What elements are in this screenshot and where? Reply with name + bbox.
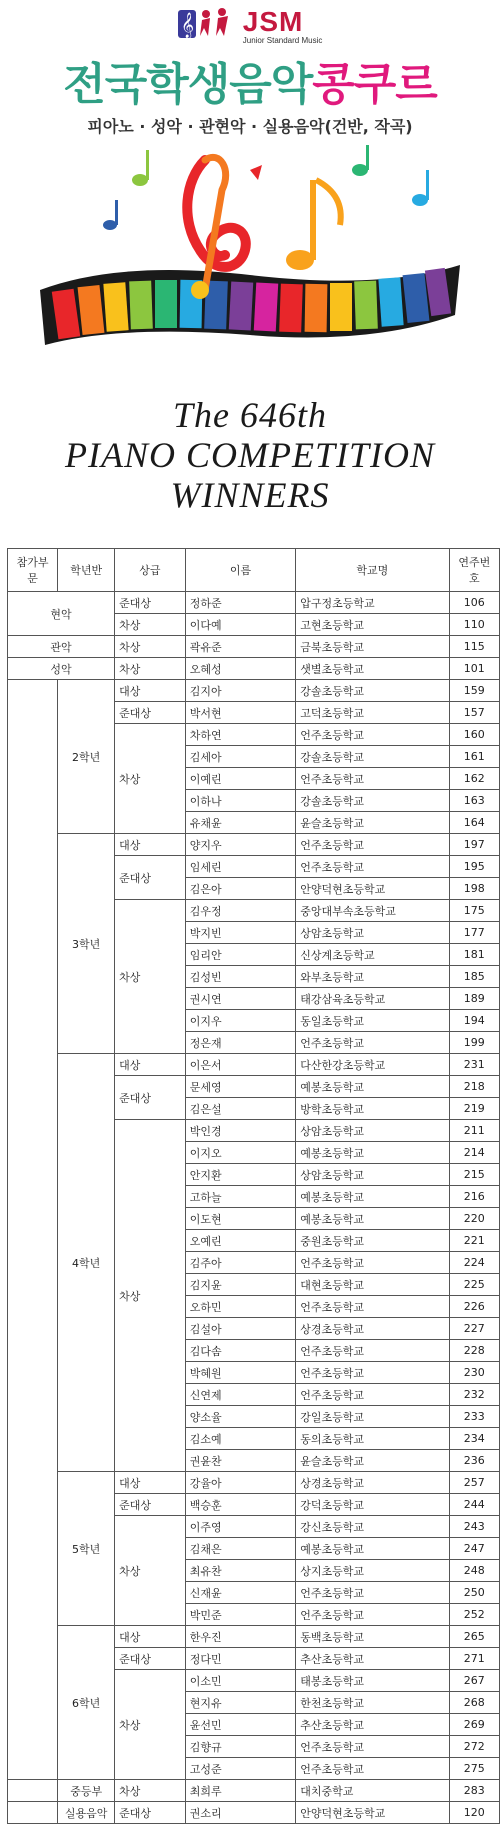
cell-name: 이하나 <box>185 790 296 812</box>
cell-school: 언주초등학교 <box>296 834 449 856</box>
cell-name: 임리안 <box>185 944 296 966</box>
poster-header <box>0 0 500 540</box>
table-row <box>8 1802 500 1824</box>
table-row <box>8 680 500 702</box>
cell-number: 115 <box>449 636 499 658</box>
cell-school: 예봉초등학교 <box>296 1208 449 1230</box>
cell-name: 한우진 <box>185 1626 296 1648</box>
cell-school: 상경초등학교 <box>296 1472 449 1494</box>
svg-text:𝄞: 𝄞 <box>180 13 194 38</box>
cell-grade: 2학년 <box>58 680 115 834</box>
cell-award: 차상 <box>115 724 186 834</box>
cell-number: 233 <box>449 1406 499 1428</box>
table-row <box>8 1472 500 1494</box>
header-name: 이름 <box>185 549 296 592</box>
cell-name: 이예린 <box>185 768 296 790</box>
cell-number: 250 <box>449 1582 499 1604</box>
cell-school: 언주초등학교 <box>296 1758 449 1780</box>
cell-name: 고하늘 <box>185 1186 296 1208</box>
eng-line-1: The 646th <box>172 395 327 435</box>
cell-number: 234 <box>449 1428 499 1450</box>
cell-number: 120 <box>449 1802 499 1824</box>
cell-school: 언주초등학교 <box>296 856 449 878</box>
cell-name: 이도현 <box>185 1208 296 1230</box>
cell-number: 211 <box>449 1120 499 1142</box>
cell-award: 준대상 <box>115 1802 186 1824</box>
cell-school: 언주초등학교 <box>296 1362 449 1384</box>
cell-number: 221 <box>449 1230 499 1252</box>
cell-grade: 5학년 <box>58 1472 115 1626</box>
cell-number: 269 <box>449 1714 499 1736</box>
cell-school: 윤슬초등학교 <box>296 1450 449 1472</box>
logo-subtext: Junior Standard Music <box>242 35 323 45</box>
winners-table-container <box>7 548 500 1824</box>
cell-school: 언주초등학교 <box>296 1252 449 1274</box>
cell-name: 양소율 <box>185 1406 296 1428</box>
cell-number: 218 <box>449 1076 499 1098</box>
cell-number: 177 <box>449 922 499 944</box>
cell-number: 248 <box>449 1560 499 1582</box>
cell-school: 추산초등학교 <box>296 1648 449 1670</box>
cell-number: 219 <box>449 1098 499 1120</box>
table-row <box>8 1780 500 1802</box>
cell-name: 박혜원 <box>185 1362 296 1384</box>
table-header-row <box>8 549 500 592</box>
cell-name: 곽유준 <box>185 636 296 658</box>
cell-number: 110 <box>449 614 499 636</box>
cell-school: 압구정초등학교 <box>296 592 449 614</box>
cell-award: 차상 <box>115 1516 186 1626</box>
cell-school: 윤슬초등학교 <box>296 812 449 834</box>
cell-number: 226 <box>449 1296 499 1318</box>
cell-name: 박지빈 <box>185 922 296 944</box>
cell-award: 대상 <box>115 1626 186 1648</box>
cell-name: 임세린 <box>185 856 296 878</box>
cell-number: 106 <box>449 592 499 614</box>
cell-number: 283 <box>449 1780 499 1802</box>
logo-text: JSM <box>242 5 304 37</box>
cell-name: 박서현 <box>185 702 296 724</box>
cell-school: 강신초등학교 <box>296 1516 449 1538</box>
cell-number: 194 <box>449 1010 499 1032</box>
cell-number: 247 <box>449 1538 499 1560</box>
cell-school: 예봉초등학교 <box>296 1186 449 1208</box>
cell-school: 예봉초등학교 <box>296 1538 449 1560</box>
cell-division <box>8 1802 58 1824</box>
cell-number: 252 <box>449 1604 499 1626</box>
title-part1: 전국학생음악 <box>63 59 313 110</box>
cell-school: 태강삼육초등학교 <box>296 988 449 1010</box>
music-illustration <box>0 140 500 380</box>
table-row <box>8 1054 500 1076</box>
cell-name: 권시연 <box>185 988 296 1010</box>
cell-award: 대상 <box>115 1054 186 1076</box>
cell-number: 236 <box>449 1450 499 1472</box>
cell-name: 오예린 <box>185 1230 296 1252</box>
cell-award: 차상 <box>115 1670 186 1780</box>
eng-line-3: WINNERS <box>170 475 330 515</box>
cell-number: 243 <box>449 1516 499 1538</box>
cell-number: 181 <box>449 944 499 966</box>
competition-subtitle: 피아노 · 성악 · 관현악 · 실용음악(건반, 작곡) <box>87 117 413 136</box>
cell-school: 와부초등학교 <box>296 966 449 988</box>
brand-logo <box>0 6 500 46</box>
cell-division: 성악 <box>8 658 115 680</box>
cell-number: 232 <box>449 1384 499 1406</box>
cell-number: 265 <box>449 1626 499 1648</box>
cell-number: 185 <box>449 966 499 988</box>
cell-name: 김설아 <box>185 1318 296 1340</box>
cell-number: 275 <box>449 1758 499 1780</box>
cell-school: 추산초등학교 <box>296 1714 449 1736</box>
cell-award: 준대상 <box>115 702 186 724</box>
cell-school: 고덕초등학교 <box>296 702 449 724</box>
cell-name: 정다민 <box>185 1648 296 1670</box>
cell-school: 금북초등학교 <box>296 636 449 658</box>
cell-name: 김우정 <box>185 900 296 922</box>
cell-division: 현악 <box>8 592 115 636</box>
cell-school: 예봉초등학교 <box>296 1142 449 1164</box>
cell-award: 대상 <box>115 680 186 702</box>
cell-name: 차하연 <box>185 724 296 746</box>
cell-award: 준대상 <box>115 1494 186 1516</box>
cell-award: 준대상 <box>115 856 186 900</box>
cell-number: 224 <box>449 1252 499 1274</box>
piano-keys-graphic <box>40 265 460 345</box>
cell-school: 상암초등학교 <box>296 1120 449 1142</box>
cell-number: 267 <box>449 1670 499 1692</box>
cell-award: 차상 <box>115 1120 186 1472</box>
cell-award: 차상 <box>115 614 186 636</box>
table-row <box>8 592 500 614</box>
table-body <box>8 592 500 1824</box>
cell-award: 준대상 <box>115 1648 186 1670</box>
cell-number: 244 <box>449 1494 499 1516</box>
cell-number: 159 <box>449 680 499 702</box>
cell-grade: 중등부 <box>58 1780 115 1802</box>
cell-award: 대상 <box>115 834 186 856</box>
header-school: 학교명 <box>296 549 449 592</box>
cell-number: 271 <box>449 1648 499 1670</box>
cell-school: 중앙대부속초등학교 <box>296 900 449 922</box>
cell-name: 권윤찬 <box>185 1450 296 1472</box>
cell-name: 문세영 <box>185 1076 296 1098</box>
cell-name: 윤선민 <box>185 1714 296 1736</box>
cell-school: 중원초등학교 <box>296 1230 449 1252</box>
cell-school: 언주초등학교 <box>296 1582 449 1604</box>
cell-school: 상암초등학교 <box>296 922 449 944</box>
cell-school: 언주초등학교 <box>296 1736 449 1758</box>
cell-number: 198 <box>449 878 499 900</box>
cell-name: 최희루 <box>185 1780 296 1802</box>
cell-school: 언주초등학교 <box>296 768 449 790</box>
table-row <box>8 1626 500 1648</box>
cell-school: 한천초등학교 <box>296 1692 449 1714</box>
cell-number: 228 <box>449 1340 499 1362</box>
cell-number: 157 <box>449 702 499 724</box>
cell-name: 현지유 <box>185 1692 296 1714</box>
table-row <box>8 834 500 856</box>
cell-name: 김지아 <box>185 680 296 702</box>
cell-name: 신연제 <box>185 1384 296 1406</box>
cell-school: 강덕초등학교 <box>296 1494 449 1516</box>
cell-number: 199 <box>449 1032 499 1054</box>
cell-number: 163 <box>449 790 499 812</box>
music-figures-icon <box>178 6 234 46</box>
cell-school: 상암초등학교 <box>296 1164 449 1186</box>
eng-line-2: PIANO COMPETITION <box>65 435 435 475</box>
cell-name: 정하준 <box>185 592 296 614</box>
cell-name: 김향규 <box>185 1736 296 1758</box>
cell-name: 김다솜 <box>185 1340 296 1362</box>
cell-name: 유채윤 <box>185 812 296 834</box>
cell-school: 상경초등학교 <box>296 1318 449 1340</box>
cell-division <box>8 680 58 1780</box>
cell-name: 김주아 <box>185 1252 296 1274</box>
cell-school: 안양덕현초등학교 <box>296 878 449 900</box>
cell-grade: 실용음악 <box>58 1802 115 1824</box>
cell-school: 언주초등학교 <box>296 1296 449 1318</box>
cell-name: 박인경 <box>185 1120 296 1142</box>
cell-award: 준대상 <box>115 1076 186 1120</box>
cell-school: 강솔초등학교 <box>296 790 449 812</box>
cell-name: 고성준 <box>185 1758 296 1780</box>
cell-number: 272 <box>449 1736 499 1758</box>
cell-name: 이소민 <box>185 1670 296 1692</box>
cell-name: 김소예 <box>185 1428 296 1450</box>
cell-name: 신재윤 <box>185 1582 296 1604</box>
cell-name: 강율아 <box>185 1472 296 1494</box>
cell-name: 김세아 <box>185 746 296 768</box>
cell-school: 언주초등학교 <box>296 1604 449 1626</box>
cell-name: 김채은 <box>185 1538 296 1560</box>
cell-number: 164 <box>449 812 499 834</box>
header-number: 연주번호 <box>449 549 499 592</box>
cell-number: 189 <box>449 988 499 1010</box>
cell-award: 차상 <box>115 900 186 1054</box>
cell-award: 차상 <box>115 1780 186 1802</box>
cell-school: 예봉초등학교 <box>296 1076 449 1098</box>
cell-school: 다산한강초등학교 <box>296 1054 449 1076</box>
cell-name: 김성빈 <box>185 966 296 988</box>
cell-name: 김은설 <box>185 1098 296 1120</box>
cell-number: 162 <box>449 768 499 790</box>
cell-school: 강솔초등학교 <box>296 680 449 702</box>
cell-name: 이지오 <box>185 1142 296 1164</box>
cell-name: 안지환 <box>185 1164 296 1186</box>
cell-school: 동의초등학교 <box>296 1428 449 1450</box>
cell-name: 양지우 <box>185 834 296 856</box>
cell-name: 박민준 <box>185 1604 296 1626</box>
cell-number: 101 <box>449 658 499 680</box>
cell-number: 257 <box>449 1472 499 1494</box>
cell-name: 백승훈 <box>185 1494 296 1516</box>
cell-school: 고현초등학교 <box>296 614 449 636</box>
cell-school: 대치중학교 <box>296 1780 449 1802</box>
cell-number: 160 <box>449 724 499 746</box>
cell-name: 이은서 <box>185 1054 296 1076</box>
cell-name: 김지윤 <box>185 1274 296 1296</box>
cell-name: 이주영 <box>185 1516 296 1538</box>
table-row <box>8 658 500 680</box>
title-part2: 콩쿠르 <box>312 59 437 110</box>
cell-school: 언주초등학교 <box>296 1032 449 1054</box>
cell-name: 정은재 <box>185 1032 296 1054</box>
cell-school: 샛별초등학교 <box>296 658 449 680</box>
cell-school: 강일초등학교 <box>296 1406 449 1428</box>
header-award: 상급 <box>115 549 186 592</box>
winners-table <box>7 548 500 1824</box>
cell-number: 214 <box>449 1142 499 1164</box>
cell-number: 225 <box>449 1274 499 1296</box>
header-division: 참가부문 <box>8 549 58 592</box>
cell-name: 김은아 <box>185 878 296 900</box>
cell-school: 상지초등학교 <box>296 1560 449 1582</box>
cell-number: 197 <box>449 834 499 856</box>
cell-division: 관악 <box>8 636 115 658</box>
cell-number: 231 <box>449 1054 499 1076</box>
header-grade: 학년반 <box>58 549 115 592</box>
cell-school: 방학초등학교 <box>296 1098 449 1120</box>
cell-name: 오혜성 <box>185 658 296 680</box>
cell-school: 언주초등학교 <box>296 1340 449 1362</box>
cell-name: 최유찬 <box>185 1560 296 1582</box>
cell-number: 195 <box>449 856 499 878</box>
cell-grade: 3학년 <box>58 834 115 1054</box>
cell-number: 161 <box>449 746 499 768</box>
cell-school: 동일초등학교 <box>296 1010 449 1032</box>
music-notes-graphic <box>103 145 429 270</box>
cell-number: 268 <box>449 1692 499 1714</box>
cell-number: 216 <box>449 1186 499 1208</box>
competition-english-title <box>0 395 500 515</box>
cell-name: 이지우 <box>185 1010 296 1032</box>
cell-number: 230 <box>449 1362 499 1384</box>
cell-school: 언주초등학교 <box>296 1384 449 1406</box>
cell-name: 오하민 <box>185 1296 296 1318</box>
cell-school: 언주초등학교 <box>296 724 449 746</box>
cell-name: 권소리 <box>185 1802 296 1824</box>
cell-number: 227 <box>449 1318 499 1340</box>
cell-school: 동백초등학교 <box>296 1626 449 1648</box>
cell-number: 215 <box>449 1164 499 1186</box>
cell-grade: 6학년 <box>58 1626 115 1780</box>
cell-grade: 4학년 <box>58 1054 115 1472</box>
cell-award: 준대상 <box>115 592 186 614</box>
cell-award: 차상 <box>115 636 186 658</box>
cell-school: 강솔초등학교 <box>296 746 449 768</box>
cell-school: 안양덕현초등학교 <box>296 1802 449 1824</box>
cell-school: 신상계초등학교 <box>296 944 449 966</box>
cell-award: 대상 <box>115 1472 186 1494</box>
table-row <box>8 636 500 658</box>
cell-school: 태봉초등학교 <box>296 1670 449 1692</box>
cell-number: 175 <box>449 900 499 922</box>
cell-award: 차상 <box>115 658 186 680</box>
competition-title <box>0 60 500 110</box>
cell-number: 220 <box>449 1208 499 1230</box>
cell-school: 대현초등학교 <box>296 1274 449 1296</box>
cell-division <box>8 1780 58 1802</box>
cell-name: 이다예 <box>185 614 296 636</box>
